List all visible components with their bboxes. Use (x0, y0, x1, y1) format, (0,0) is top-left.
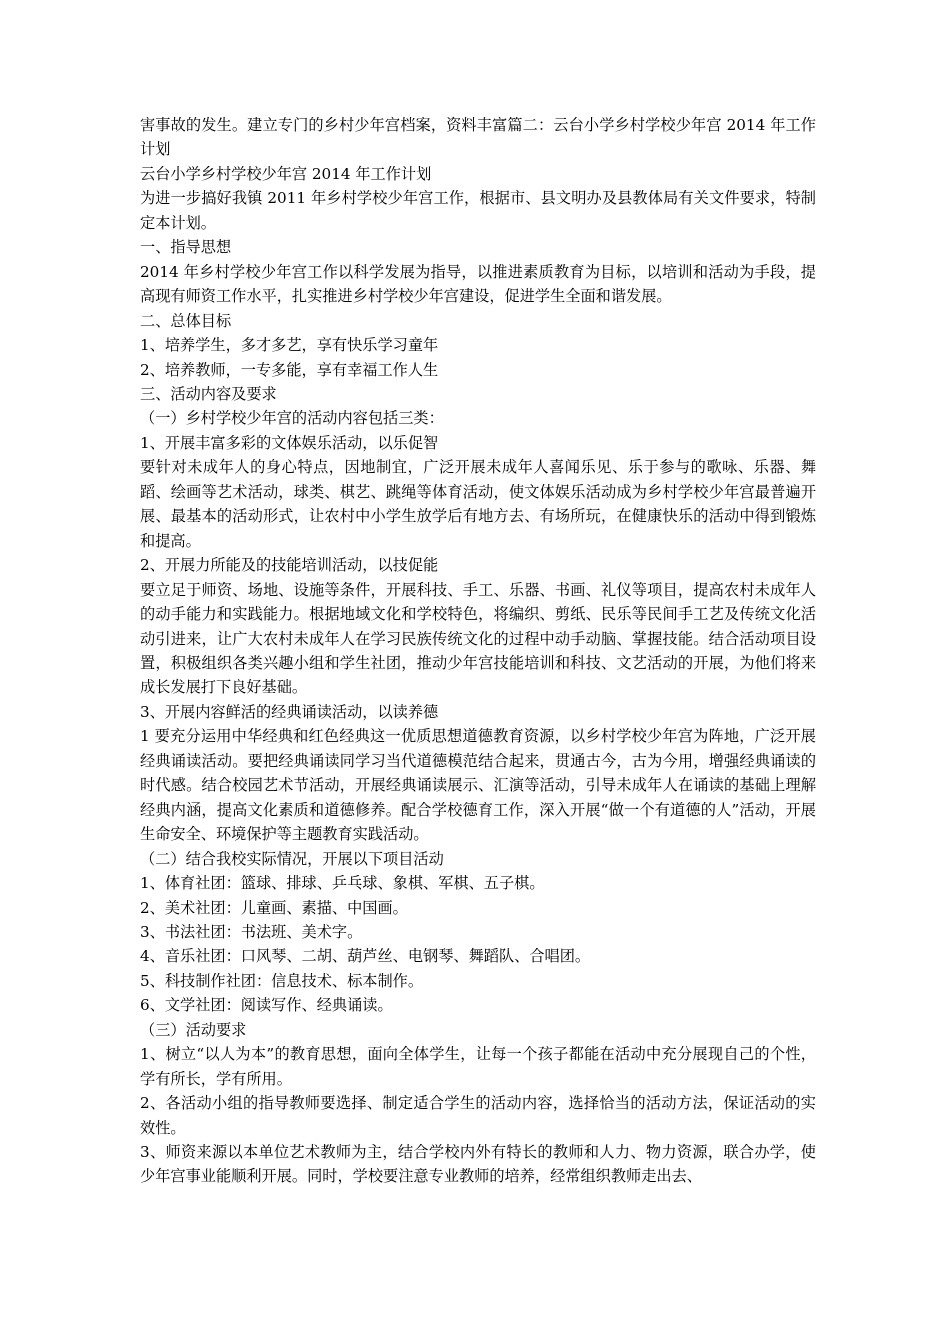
project-item: 2、美术社团：儿童画、素描、中国画。 (140, 898, 408, 917)
activity-paragraph: 要立足于师资、场地、设施等条件，开展科技、手工、乐器、书画、礼仪等项目，提高农村未成年人的动手能力和实践能力。根据地域文化和学校特色，将编织、剪纸、民乐等民间手工艺及传统文化活动引进来，让广大农村未成年人在学习民族传统文化的过程中动手动脑、掌握技能。结合活动项目设置，积极组织各类兴趣小组和学生社团，推动少年宫技能培训和科技、文艺活动的开展，为他们将来成长发展打下良好基础。 (140, 580, 816, 697)
requirement-item: 1、树立“以人为本”的教育思想，面向全体学生，让每一个孩子都能在活动中充分展现自己的个性，学有所长，学有所用。 (140, 1045, 816, 1088)
document-body (140, 113, 816, 1189)
project-item: 3、书法社团：书法班、美术字。 (140, 922, 363, 941)
goal-item: 2、培养教师，一专多能，享有幸福工作人生 (140, 360, 439, 379)
section-heading-overall-goals: 二、总体目标 (140, 311, 232, 330)
paragraph-guiding-thought: 2014 年乡村学校少年宫工作以科学发展为指导，以推进素质教育为目标，以培训和活动为手段，提高现有师资工作水平，扎实推进乡村学校少年宫建设，促进学生全面和谐发展。 (140, 262, 816, 306)
project-item: 4、音乐社团：口风琴、二胡、葫芦丝、电钢琴、舞蹈队、合唱团。 (140, 947, 591, 966)
activity-heading: 2、开展力所能及的技能培训活动，以技促能 (140, 556, 439, 575)
project-item: 6、文学社团：阅读写作、经典诵读。 (140, 996, 393, 1015)
paragraph-intro: 为进一步搞好我镇 2011 年乡村学校少年宫工作，根据市、县文明办及县教体局有关文件要求，特制定本计划。 (140, 189, 816, 232)
goal-item: 1、培养学生，多才多艺，享有快乐学习童年 (140, 336, 439, 355)
section-heading-guiding-thought: 一、指导思想 (140, 238, 232, 257)
activity-heading: 3、开展内容鲜活的经典诵读活动，以读养德 (140, 702, 439, 721)
subsection-heading-projects: （二）结合我校实际情况，开展以下项目活动 (140, 849, 444, 868)
section-heading-activities: 三、活动内容及要求 (140, 384, 277, 403)
project-item: 5、科技制作社团：信息技术、标本制作。 (140, 971, 424, 990)
activity-paragraph: 1 要充分运用中华经典和红色经典这一优质思想道德教育资源，以乡村学校少年宫为阵地，广泛开展经典诵读活动。要把经典诵读同学习当代道德模范结合起来，贯通古今，古为今用，增强经典诵读的时代感。结合校园艺术节活动，开展经典诵读展示、汇演等活动，引导未成年人在诵读的基础上理解经典内涵，提高文化素质和道德修养。配合学校德育工作，深入开展“做一个有道德的人”活动，开展生命安全、环境保护等主题教育实践活动。 (140, 727, 816, 844)
project-item: 1、体育社团：篮球、排球、乒乓球、象棋、军棋、五子棋。 (140, 874, 545, 893)
subsection-heading-content: （一）乡村学校少年宫的活动内容包括三类： (140, 409, 444, 428)
activity-paragraph: 要针对未成年人的身心特点，因地制宜，广泛开展未成年人喜闻乐见、乐于参与的歌咏、乐器、舞蹈、绘画等艺术活动，球类、棋艺、跳绳等体育活动，使文体娱乐活动成为乡村学校少年宫最普遍开展、最基本的活动形式，让农村中小学生放学后有地方去、有场所玩，在健康快乐的活动中得到锻炼和提高。 (140, 458, 816, 550)
document-title: 云台小学乡村学校少年宫 2014 年工作计划 (140, 164, 432, 183)
requirement-item: 3、师资来源以本单位艺术教师为主，结合学校内外有特长的教师和人力、物力资源，联合办学，使少年宫事业能顺利开展。同时，学校要注意专业教师的培养，经常组织教师走出去、 (140, 1143, 816, 1186)
subsection-heading-requirements: （三）活动要求 (140, 1020, 247, 1039)
activity-heading: 1、开展丰富多彩的文体娱乐活动，以乐促智 (140, 433, 439, 452)
requirement-item: 2、各活动小组的指导教师要选择、制定适合学生的活动内容，选择恰当的活动方法，保证活动的实效性。 (140, 1094, 816, 1137)
paragraph-continuation: 害事故的发生。建立专门的乡村少年宫档案，资料丰富篇二：云台小学乡村学校少年宫 2014 年工作计划 (140, 116, 816, 159)
